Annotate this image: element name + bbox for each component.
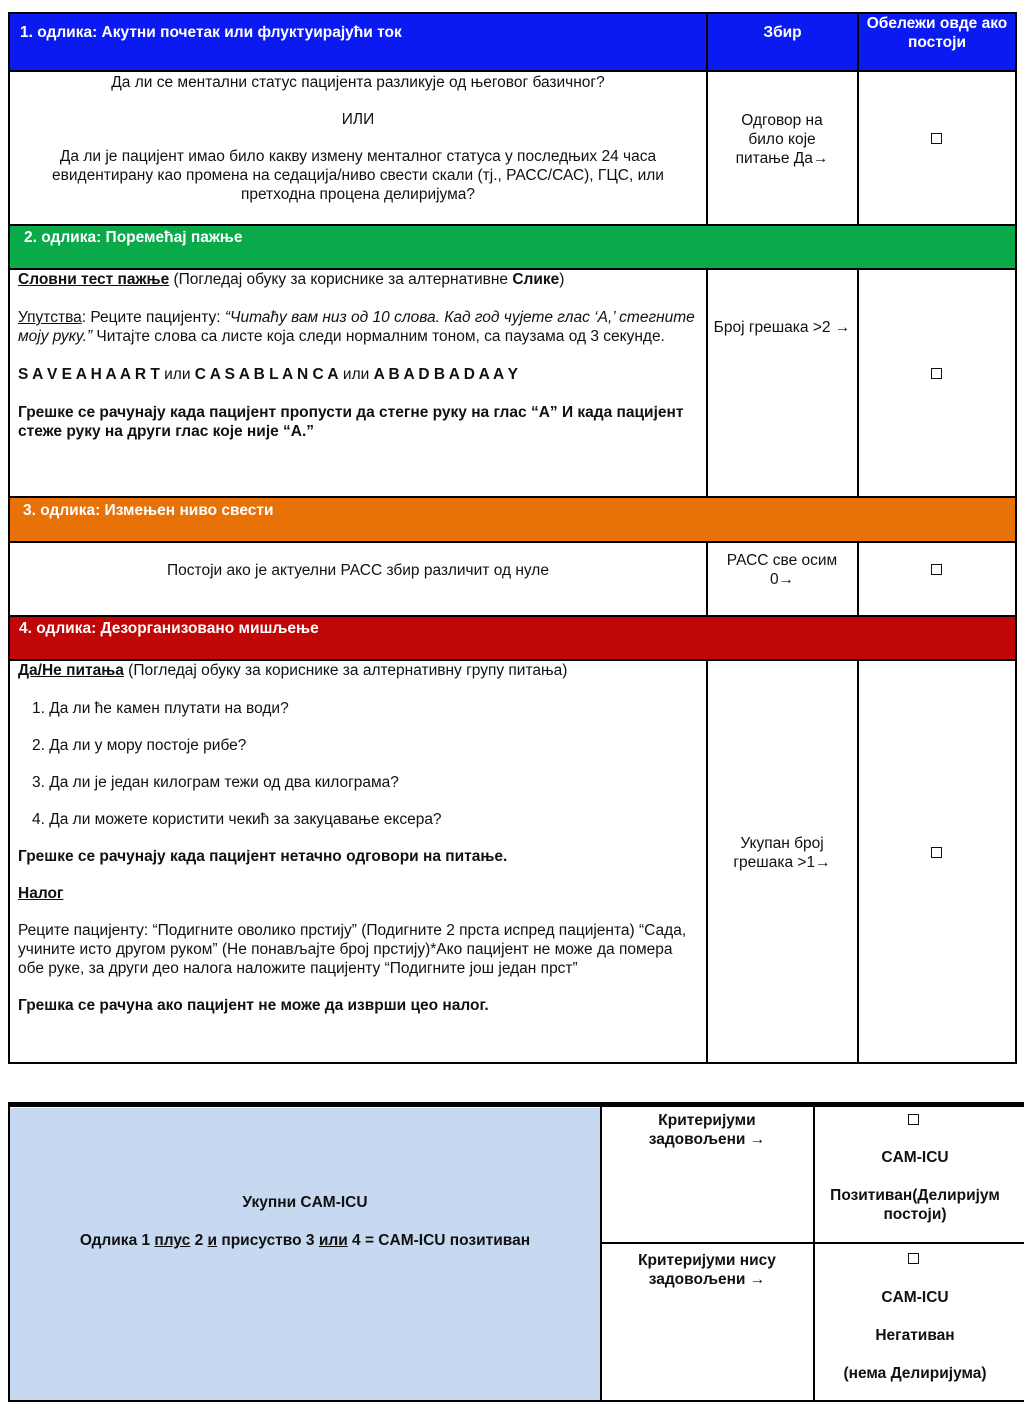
table-border: [8, 496, 1017, 498]
formula-part: 2: [190, 1232, 208, 1249]
column-divider: [706, 12, 708, 225]
table-border: [8, 1102, 1024, 1107]
question-item: 4. Да ли можете користити чекић за закуцавање ексера?: [32, 811, 442, 828]
column-divider: [813, 1107, 815, 1401]
command-title: Налог: [18, 885, 64, 902]
attention-test-note-bold: Слике: [512, 271, 560, 288]
criteria-not-met-label: Критеријуми нису задовољени →: [638, 1252, 776, 1288]
table-border: [8, 615, 1017, 617]
feature3-title: 3. одлика: Измењен ниво свести: [23, 502, 274, 519]
attention-test-note-end: ): [559, 271, 565, 288]
feature3-checkbox[interactable]: [931, 564, 942, 575]
command-error-rule: Грешка се рачуна ако пацијент не може да изврши цео налог.: [18, 997, 489, 1014]
yes-no-title: Да/Не питања: [18, 662, 124, 679]
summary-title: Укупни CAM-ICU: [242, 1194, 368, 1211]
instructions-rest: Читајте слова са листе која следи нормалним тоном, са паузама од 3 секунде.: [92, 328, 665, 345]
formula-part: Одлика 1: [79, 1232, 155, 1249]
feature4-score: Укупан број грешака >1→: [733, 835, 831, 871]
questions-error-rule: Грешке се рачунају када пацијент нетачно одговори на питање.: [18, 848, 508, 865]
feature1-score: Одговор на било које питање Да→: [735, 112, 829, 167]
formula-and: и: [207, 1232, 218, 1249]
attention-test-note: (Погледај обуку за кориснике за алтернативне: [169, 271, 513, 288]
or-separator: ИЛИ: [341, 111, 375, 128]
command-text: Реците пацијенту: “Подигните оволико прстију” (Подигните 2 прста испред пацијента) “Сада, учините исто другом руком” (Не понављајте број прстију)*Ако пацијент не може да помера обе руке, за други део налога наложите пацијенту “Подигните још један прст”: [18, 922, 687, 977]
row-divider: [601, 1242, 1024, 1244]
or-separator: или: [338, 366, 374, 383]
score-column-header: Збир: [763, 24, 802, 41]
negative-result-title: CAM-ICU: [881, 1289, 949, 1306]
table-border: [8, 12, 10, 1064]
feature1-question-2: Да ли је пацијент имао било какву измену менталног статуса у последњих 24 часа евидентирану као промена на седација/ниво свести скали (тј., РАСС/САС), ГЦС, или претходна процена делиријума?: [52, 148, 664, 203]
summary-formula: [10, 1231, 600, 1250]
instructions-lead: : Реците пацијенту:: [81, 309, 225, 326]
positive-result-text: Позитиван(Делиријум постоји): [830, 1187, 1000, 1223]
positive-result-title: CAM-ICU: [881, 1149, 949, 1166]
criteria-met-label: Критеријуми задовољени →: [648, 1112, 766, 1148]
formula-or: или: [318, 1232, 348, 1249]
formula-part: 4 = CAM-ICU позитиван: [347, 1232, 531, 1249]
attention-test-title: Словни тест пажње: [18, 271, 170, 288]
feature3-text: Постоји ако је актуелни РАСС збир различит од нуле: [167, 562, 549, 579]
letter-sequences: [18, 365, 702, 384]
table-border: [8, 541, 1017, 543]
question-item: 3. Да ли је један килограм тежи од два килограма?: [32, 774, 399, 791]
table-border: [8, 1400, 1024, 1402]
feature1-title: 1. одлика: Акутни почетак или флуктуирајући ток: [20, 24, 402, 41]
feature1-question-block: [14, 73, 702, 204]
instructions-label: Упутства: [18, 309, 82, 326]
column-divider: [706, 541, 708, 616]
or-separator: или: [159, 366, 195, 383]
feature1-checkbox[interactable]: [931, 133, 942, 144]
table-border: [8, 224, 1017, 226]
column-divider: [706, 268, 708, 497]
feature4-checkbox[interactable]: [931, 847, 942, 858]
letter-sequence-2: C A S A B L A N C A: [194, 366, 339, 383]
negative-checkbox[interactable]: [908, 1253, 919, 1264]
mark-column-header: Обележи овде ако постоји: [866, 15, 1008, 51]
feature4-title: 4. одлика: Дезорганизовано мишљење: [19, 620, 319, 637]
summary-background: [9, 1108, 601, 1400]
positive-checkbox[interactable]: [908, 1114, 919, 1125]
feature3-score: РАСС све осим 0→: [726, 552, 838, 588]
attention-error-rule: Грешке се рачунају када пацијент пропусти да стегне руку на глас “А” И када пацијент стеже руку на други глас које није “А.”: [18, 404, 684, 440]
table-border: [8, 70, 1017, 72]
column-divider: [857, 12, 859, 225]
instructions-quote: “Читаћу вам низ од 10 слова. Кад год чујете глас ‘А,’ стегните моју руку.”: [18, 309, 695, 345]
yes-no-note: (Погледај обуку за кориснике за алтернативну групу питања): [123, 662, 568, 679]
table-border: [1015, 12, 1017, 1064]
attention-test-heading: [18, 270, 702, 289]
negative-result-text: Негативан: [875, 1327, 955, 1344]
table-border: [8, 1062, 1017, 1064]
column-divider: [706, 659, 708, 1063]
column-divider: [857, 659, 859, 1063]
question-item: 2. Да ли у мору постоје рибе?: [32, 737, 247, 754]
column-divider: [600, 1107, 602, 1401]
column-divider: [857, 541, 859, 616]
table-border: [8, 1102, 10, 1402]
attention-instructions: [18, 308, 702, 346]
feature2-checkbox[interactable]: [931, 368, 942, 379]
letter-sequence-3: A B A D B A D A A Y: [373, 366, 518, 383]
yes-no-heading: [18, 661, 702, 680]
feature2-content: [18, 270, 702, 441]
question-item: 1. Да ли ће камен плутати на води?: [32, 700, 289, 717]
column-divider: [857, 268, 859, 497]
formula-plus: плус: [154, 1232, 191, 1249]
feature4-content: [18, 661, 702, 1015]
formula-part: присуство 3: [217, 1232, 319, 1249]
feature2-score: Број грешака >2 →: [713, 319, 851, 336]
letter-sequence-1: S A V E A H A A R T: [18, 366, 160, 383]
negative-result-note: (нема Делиријума): [843, 1365, 987, 1382]
feature2-title: 2. одлика: Поремећај пажње: [24, 229, 243, 246]
feature1-question-1: Да ли се ментални статус пацијента разликује од његовог базичног?: [111, 74, 605, 91]
